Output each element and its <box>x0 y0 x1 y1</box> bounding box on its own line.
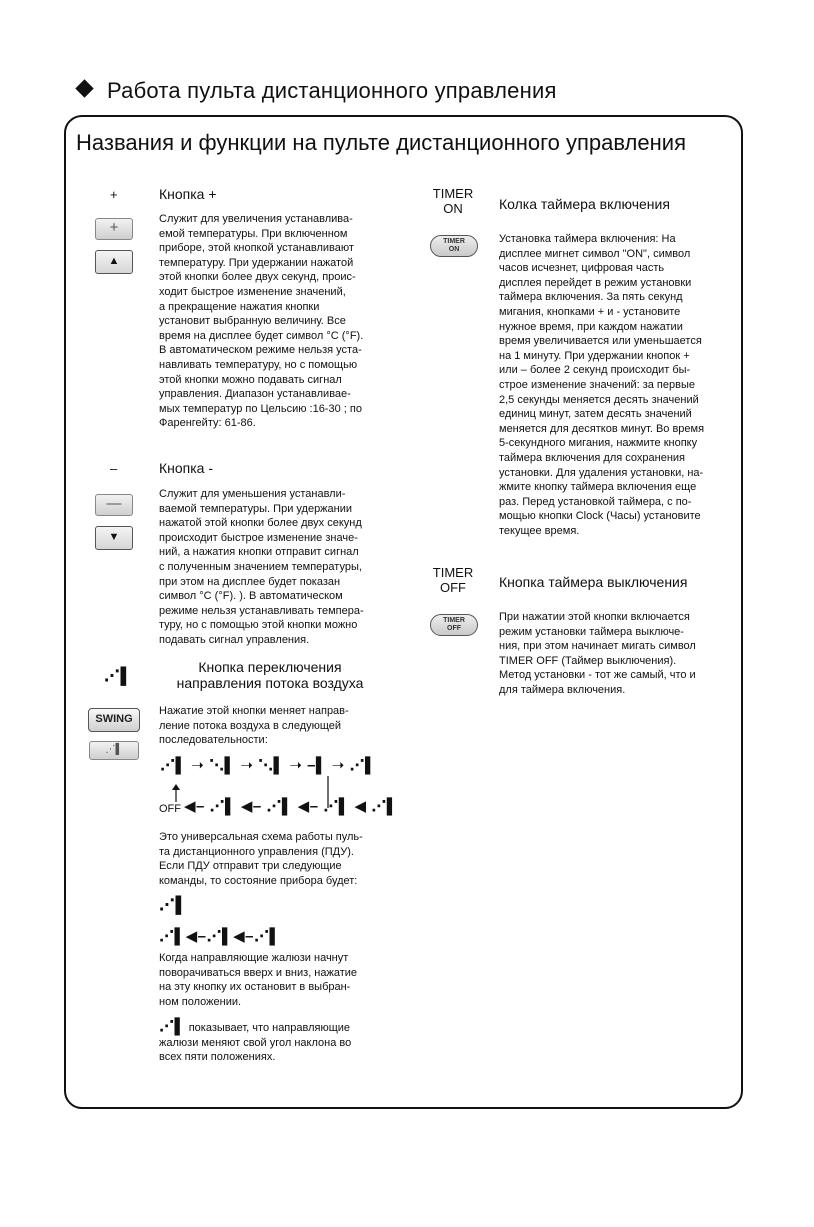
text-line: время увеличивается или уменьшается <box>499 335 702 348</box>
text-line: При нажатии этой кнопки включается <box>499 611 690 623</box>
text-line: жмите кнопку таймера включения еще <box>499 481 697 494</box>
timer-off-button[interactable] <box>430 614 478 636</box>
timer-on-button[interactable] <box>430 235 478 257</box>
plus-symbol: + <box>110 187 118 202</box>
section-title-text: Работа пульта дистанционного управления <box>107 78 557 103</box>
text-line: Установка таймера включения: На <box>499 233 676 245</box>
text-line: происходит быстрое изменение значе- <box>159 531 358 544</box>
text-line: Метод установки - тот же самый, что и <box>499 669 696 682</box>
minus-button[interactable]: — <box>95 494 133 516</box>
up-arrow-button[interactable] <box>95 250 133 274</box>
text-line: Фаренгейту: 61-86. <box>159 417 256 430</box>
text-line: текущее время. <box>499 524 580 537</box>
timer-off-description <box>499 610 696 698</box>
text-line: таймера включения. За пять секунд <box>499 291 683 304</box>
text-line: команды, то состояние прибора будет: <box>159 874 358 887</box>
swing-heading-line: Кнопка переключения <box>198 659 342 675</box>
minus-symbol: – <box>110 461 118 476</box>
timer-off-heading: Кнопка таймера выключения <box>499 574 688 590</box>
text-line: Когда направляющие жалюзи начнут <box>159 952 349 964</box>
swing-heading <box>160 659 380 691</box>
minus-heading: Кнопка - <box>159 460 214 476</box>
text-line: режиме нельзя устанавливать темпера- <box>159 604 364 617</box>
timer-on-label-line: TIMER <box>432 186 474 201</box>
swing-description <box>159 704 349 748</box>
timer-on-description <box>499 232 704 538</box>
swing-button[interactable]: SWING <box>88 708 140 732</box>
text-line: всех пяти положениях. <box>159 1051 276 1064</box>
text-line: меняется для десятков минут. Во время <box>499 422 705 435</box>
swing-symbol-icon: ⋰▌ <box>104 668 133 685</box>
timer-on-heading: Колка таймера включения <box>499 196 670 212</box>
text-line: символ °С (°F). ). В автоматическом <box>159 590 343 603</box>
note-first-line <box>159 1020 351 1036</box>
text-line: ния, при этом начинает мигать символ <box>499 640 696 653</box>
text-line: часов исчезнет, цифровая часть <box>499 262 665 275</box>
timer-off-button-line: OFF <box>447 625 461 632</box>
text-line: подавать сигнал управления. <box>159 633 310 646</box>
text-line: Если ПДУ отправит три следующие <box>159 860 342 873</box>
text-line: или – более 2 секунд происходит бы- <box>499 364 691 377</box>
text-line: дисплее мигнет символ "ON", символ <box>499 247 691 260</box>
text-line: ваемой температуры. При удержании <box>159 502 353 515</box>
swing-heading-line: направления потока воздуха <box>176 675 364 691</box>
timer-on-button-line: ON <box>448 246 460 253</box>
swing-example-sequence: ⋰▌◀–⋰▌◀–⋰▌ <box>159 928 281 945</box>
text-line: ление потока воздуха в следующей <box>159 719 342 732</box>
text-line: с полученным значением температуры, <box>159 560 362 573</box>
text-line: мощью кнопки Clock (Часы) установите <box>499 510 701 523</box>
text-line: мигания, кнопками + и - установите <box>499 305 681 318</box>
section-title <box>78 78 557 104</box>
text-line: последовательности: <box>159 734 268 747</box>
plus-heading: Кнопка + <box>159 186 217 202</box>
text-line: на 1 минуту. При удержании кнопок + <box>499 349 690 362</box>
swing-sequence-top: ⋰▌ ➝ ⋱▌ ➝ ⋱▌ ➝ –▌ ➝ ⋰▌ <box>160 757 377 774</box>
timer-off-label <box>422 565 484 595</box>
text-line: этой кнопки более двух секунд, проис- <box>159 271 356 284</box>
text-line: показывает, что направляющие <box>188 1022 351 1034</box>
text-line: 5-секундного мигания, нажмите кнопку <box>499 437 698 450</box>
text-line: Служит для увеличения устанавлива- <box>159 213 353 225</box>
text-line: TIMER OFF (Таймер выключения). <box>499 654 677 667</box>
up-arrow-icon: ▲ <box>108 255 120 267</box>
swing-description-2 <box>159 830 363 888</box>
text-line: установит выбранную величину. Все <box>159 315 346 328</box>
swing-sequence-bottom: ◀– ⋰▌ ◀– ⋰▌ ◀– ⋰▌ ◀ ⋰▌ <box>184 798 398 815</box>
text-line: нужное время, при каждом нажатии <box>499 320 683 333</box>
text-line: нажатой этой кнопки более двух секунд <box>159 517 362 530</box>
text-line: приборе, этой кнопкой устанавливают <box>159 242 354 255</box>
text-line: этой кнопки можно подавать сигнал <box>159 373 342 386</box>
text-line: жалюзи меняют свой угол наклона во <box>159 1036 352 1049</box>
swing-note <box>159 1020 351 1065</box>
text-line: раз. Перед установкой таймера, с по- <box>499 495 692 508</box>
text-line: навливать температуру, но с помощью <box>159 358 358 371</box>
text-line: а прекращение нажатия кнопки <box>159 300 320 313</box>
text-line: Нажатие этой кнопки меняет направ- <box>159 705 349 717</box>
plus-button[interactable]: + <box>95 218 133 240</box>
timer-on-button-line: TIMER <box>443 238 465 245</box>
text-line: емой температуры. При включенном <box>159 227 348 240</box>
text-line: 2,5 секунды меняется десять значений <box>499 393 699 406</box>
timer-off-button-line: TIMER <box>443 617 465 624</box>
timer-on-label-line: ON <box>443 201 463 216</box>
text-line: ном положении. <box>159 995 242 1008</box>
down-arrow-button[interactable] <box>95 526 133 550</box>
timer-on-label <box>422 186 484 216</box>
swing-note-icon: ⋰▌ <box>159 1018 186 1035</box>
timer-off-label-line: TIMER <box>432 565 474 580</box>
text-line: Служит для уменьшения устанавли- <box>159 488 346 500</box>
text-line: та дистанционного управления (ПДУ). <box>159 845 354 858</box>
text-line: установки. Для удаления установки, на- <box>499 466 704 479</box>
text-line: при этом на дисплее будет показан <box>159 575 341 588</box>
swing-example-icon: ⋰▌ <box>159 897 188 914</box>
text-line: единиц минут, затем десять значений <box>499 408 692 421</box>
text-line: мых температур по Цельсию :16-30 ; по <box>159 402 362 415</box>
off-label: OFF <box>159 803 181 815</box>
text-line: режим установки таймера выключе- <box>499 625 684 638</box>
diamond-bullet-icon <box>75 79 93 97</box>
box-title: Названия и функции на пульте дистанционного управления <box>76 130 686 155</box>
text-line: дисплея перейдет в режим установки <box>499 276 692 289</box>
down-arrow-icon: ▼ <box>108 531 120 543</box>
plus-description <box>159 212 363 431</box>
text-line: туру, но с помощью этой кнопки можно <box>159 619 358 632</box>
text-line: температуру. При удержании нажатой <box>159 256 354 269</box>
text-line: Это универсальная схема работы пуль- <box>159 831 363 843</box>
text-line: на эту кнопку их остановит в выбран- <box>159 981 351 994</box>
text-line: строе изменение значений: за первые <box>499 378 695 391</box>
text-line: ний, а нажатия кнопки отправит сигнал <box>159 546 359 559</box>
text-line: таймера включения для сохранения <box>499 451 686 464</box>
text-line: для таймера включения. <box>499 683 626 696</box>
swing-description-3 <box>159 951 357 1009</box>
text-line: управления. Диапазон устанавливае- <box>159 388 351 401</box>
text-line: В автоматическом режиме нельзя уста- <box>159 344 362 357</box>
text-line: поворачиваться вверх и вниз, нажатие <box>159 966 358 979</box>
timer-off-label-line: OFF <box>440 580 466 595</box>
text-line: ходит быстрое изменение значений, <box>159 285 346 298</box>
text-line: время на дисплее будет символ °С (°F). <box>159 329 364 342</box>
minus-description <box>159 487 364 648</box>
swing-small-button[interactable]: ⋰▌ <box>89 741 139 760</box>
